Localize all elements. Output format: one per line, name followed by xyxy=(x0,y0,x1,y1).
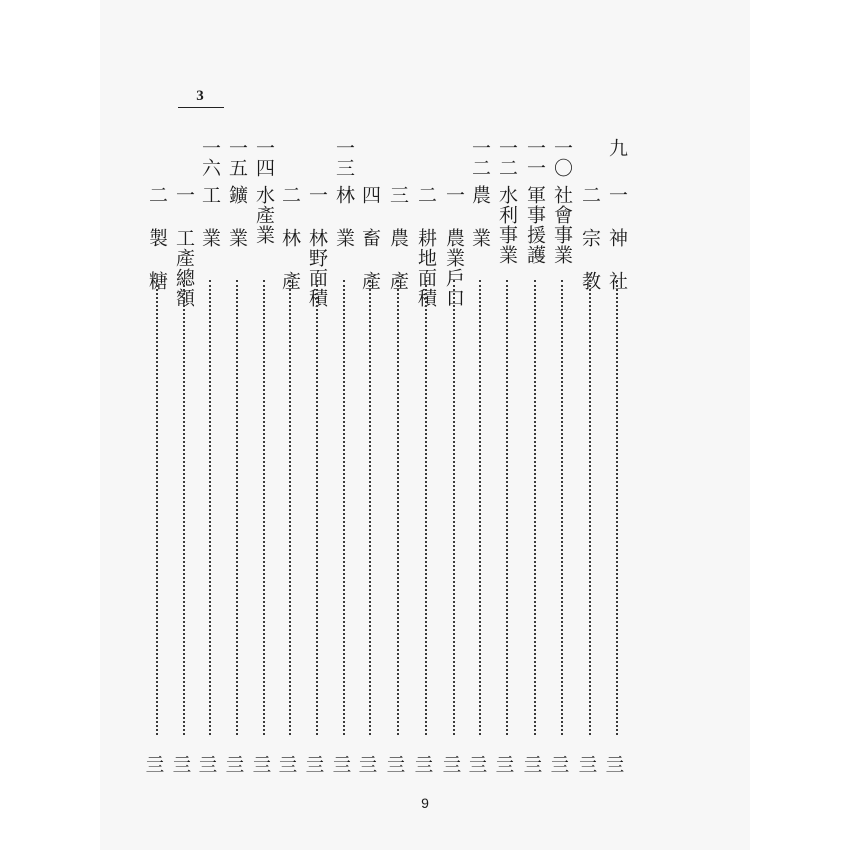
toc-dot-leader xyxy=(183,280,185,735)
toc-entry-title[interactable]: 四 畜 產 xyxy=(359,185,381,291)
toc-page-number: 亖 xyxy=(414,754,434,776)
toc-entry-title[interactable]: 一 神 社 xyxy=(606,185,628,291)
page-number: 9 xyxy=(421,795,429,811)
toc-dot-leader xyxy=(479,280,481,735)
toc-entry-title[interactable]: 二 林 產 xyxy=(279,185,301,291)
toc-page-number: 亖 xyxy=(605,754,625,776)
toc-section-number: 一一 xyxy=(524,138,546,178)
toc-section-number: 一二 xyxy=(496,138,518,178)
toc-page-number: 亖 xyxy=(198,754,218,776)
toc-dot-leader xyxy=(289,280,291,735)
toc-dot-leader xyxy=(236,280,238,735)
toc-section-number: 一五 xyxy=(226,138,248,178)
toc-entry-title[interactable]: 二 宗 教 xyxy=(579,185,601,291)
toc-entry-title[interactable]: 一 工產總額 xyxy=(173,185,195,308)
toc-page-number: 亖 xyxy=(550,754,570,776)
toc-dot-leader xyxy=(209,280,211,735)
toc-dot-leader xyxy=(506,280,508,735)
toc-dot-leader xyxy=(369,280,371,735)
toc-dot-leader xyxy=(453,280,455,735)
toc-page-number: 亖 xyxy=(358,754,378,776)
toc-entry-title[interactable]: 二 耕地面積 xyxy=(415,185,437,308)
toc-entry-title[interactable]: 水產業 xyxy=(253,185,275,245)
toc-entry-title[interactable]: 社會事業 xyxy=(551,185,573,265)
toc-dot-leader xyxy=(616,280,618,735)
toc-entry-title[interactable]: 農 業 xyxy=(469,185,491,248)
toc-page-number: 亖 xyxy=(468,754,488,776)
toc-entry-title[interactable]: 工 業 xyxy=(199,185,221,248)
toc-dot-leader xyxy=(156,280,158,735)
toc-dot-leader xyxy=(397,280,399,735)
toc-page-number: 亖 xyxy=(332,754,352,776)
toc-entry-title[interactable]: 軍事援護 xyxy=(524,185,546,265)
toc-dot-leader xyxy=(589,280,591,735)
toc-dot-leader xyxy=(425,280,427,735)
toc-page-number: 亖 xyxy=(252,754,272,776)
toc-section-number: 九 xyxy=(606,138,628,158)
section-marker: 3 xyxy=(196,88,204,104)
toc-dot-leader xyxy=(263,280,265,735)
toc-entry-title[interactable]: 林 業 xyxy=(333,185,355,248)
toc-entry-title[interactable]: 鑛 業 xyxy=(226,185,248,248)
toc-section-number: 一〇 xyxy=(551,138,573,178)
toc-section-number: 一二 xyxy=(469,138,491,178)
toc-page-number: 亖 xyxy=(386,754,406,776)
toc-entry-title[interactable]: 一 林野面積 xyxy=(306,185,328,308)
toc-page-number: 亖 xyxy=(442,754,462,776)
section-marker-rule xyxy=(178,107,224,108)
toc-entry-title[interactable]: 三 農 產 xyxy=(387,185,409,291)
toc-page-number: 亖 xyxy=(495,754,515,776)
toc-section-number: 一四 xyxy=(253,138,275,178)
toc-entry-title[interactable]: 水利事業 xyxy=(496,185,518,265)
toc-dot-leader xyxy=(316,280,318,735)
toc-page-number: 亖 xyxy=(523,754,543,776)
toc-page-number: 亖 xyxy=(305,754,325,776)
toc-dot-leader xyxy=(561,280,563,735)
toc-page-number: 亖 xyxy=(145,754,165,776)
toc-entry-title[interactable]: 二 製 糖 xyxy=(146,185,168,291)
toc-dot-leader xyxy=(534,280,536,735)
toc-page-number: 亖 xyxy=(578,754,598,776)
toc-entry-title[interactable]: 一 農業戶口 xyxy=(443,185,465,308)
toc-page-number: 亖 xyxy=(172,754,192,776)
toc-page-number: 亖 xyxy=(278,754,298,776)
toc-page-number: 亖 xyxy=(225,754,245,776)
toc-section-number: 一三 xyxy=(333,138,355,178)
toc-dot-leader xyxy=(343,280,345,735)
toc-section-number: 一六 xyxy=(199,138,221,178)
